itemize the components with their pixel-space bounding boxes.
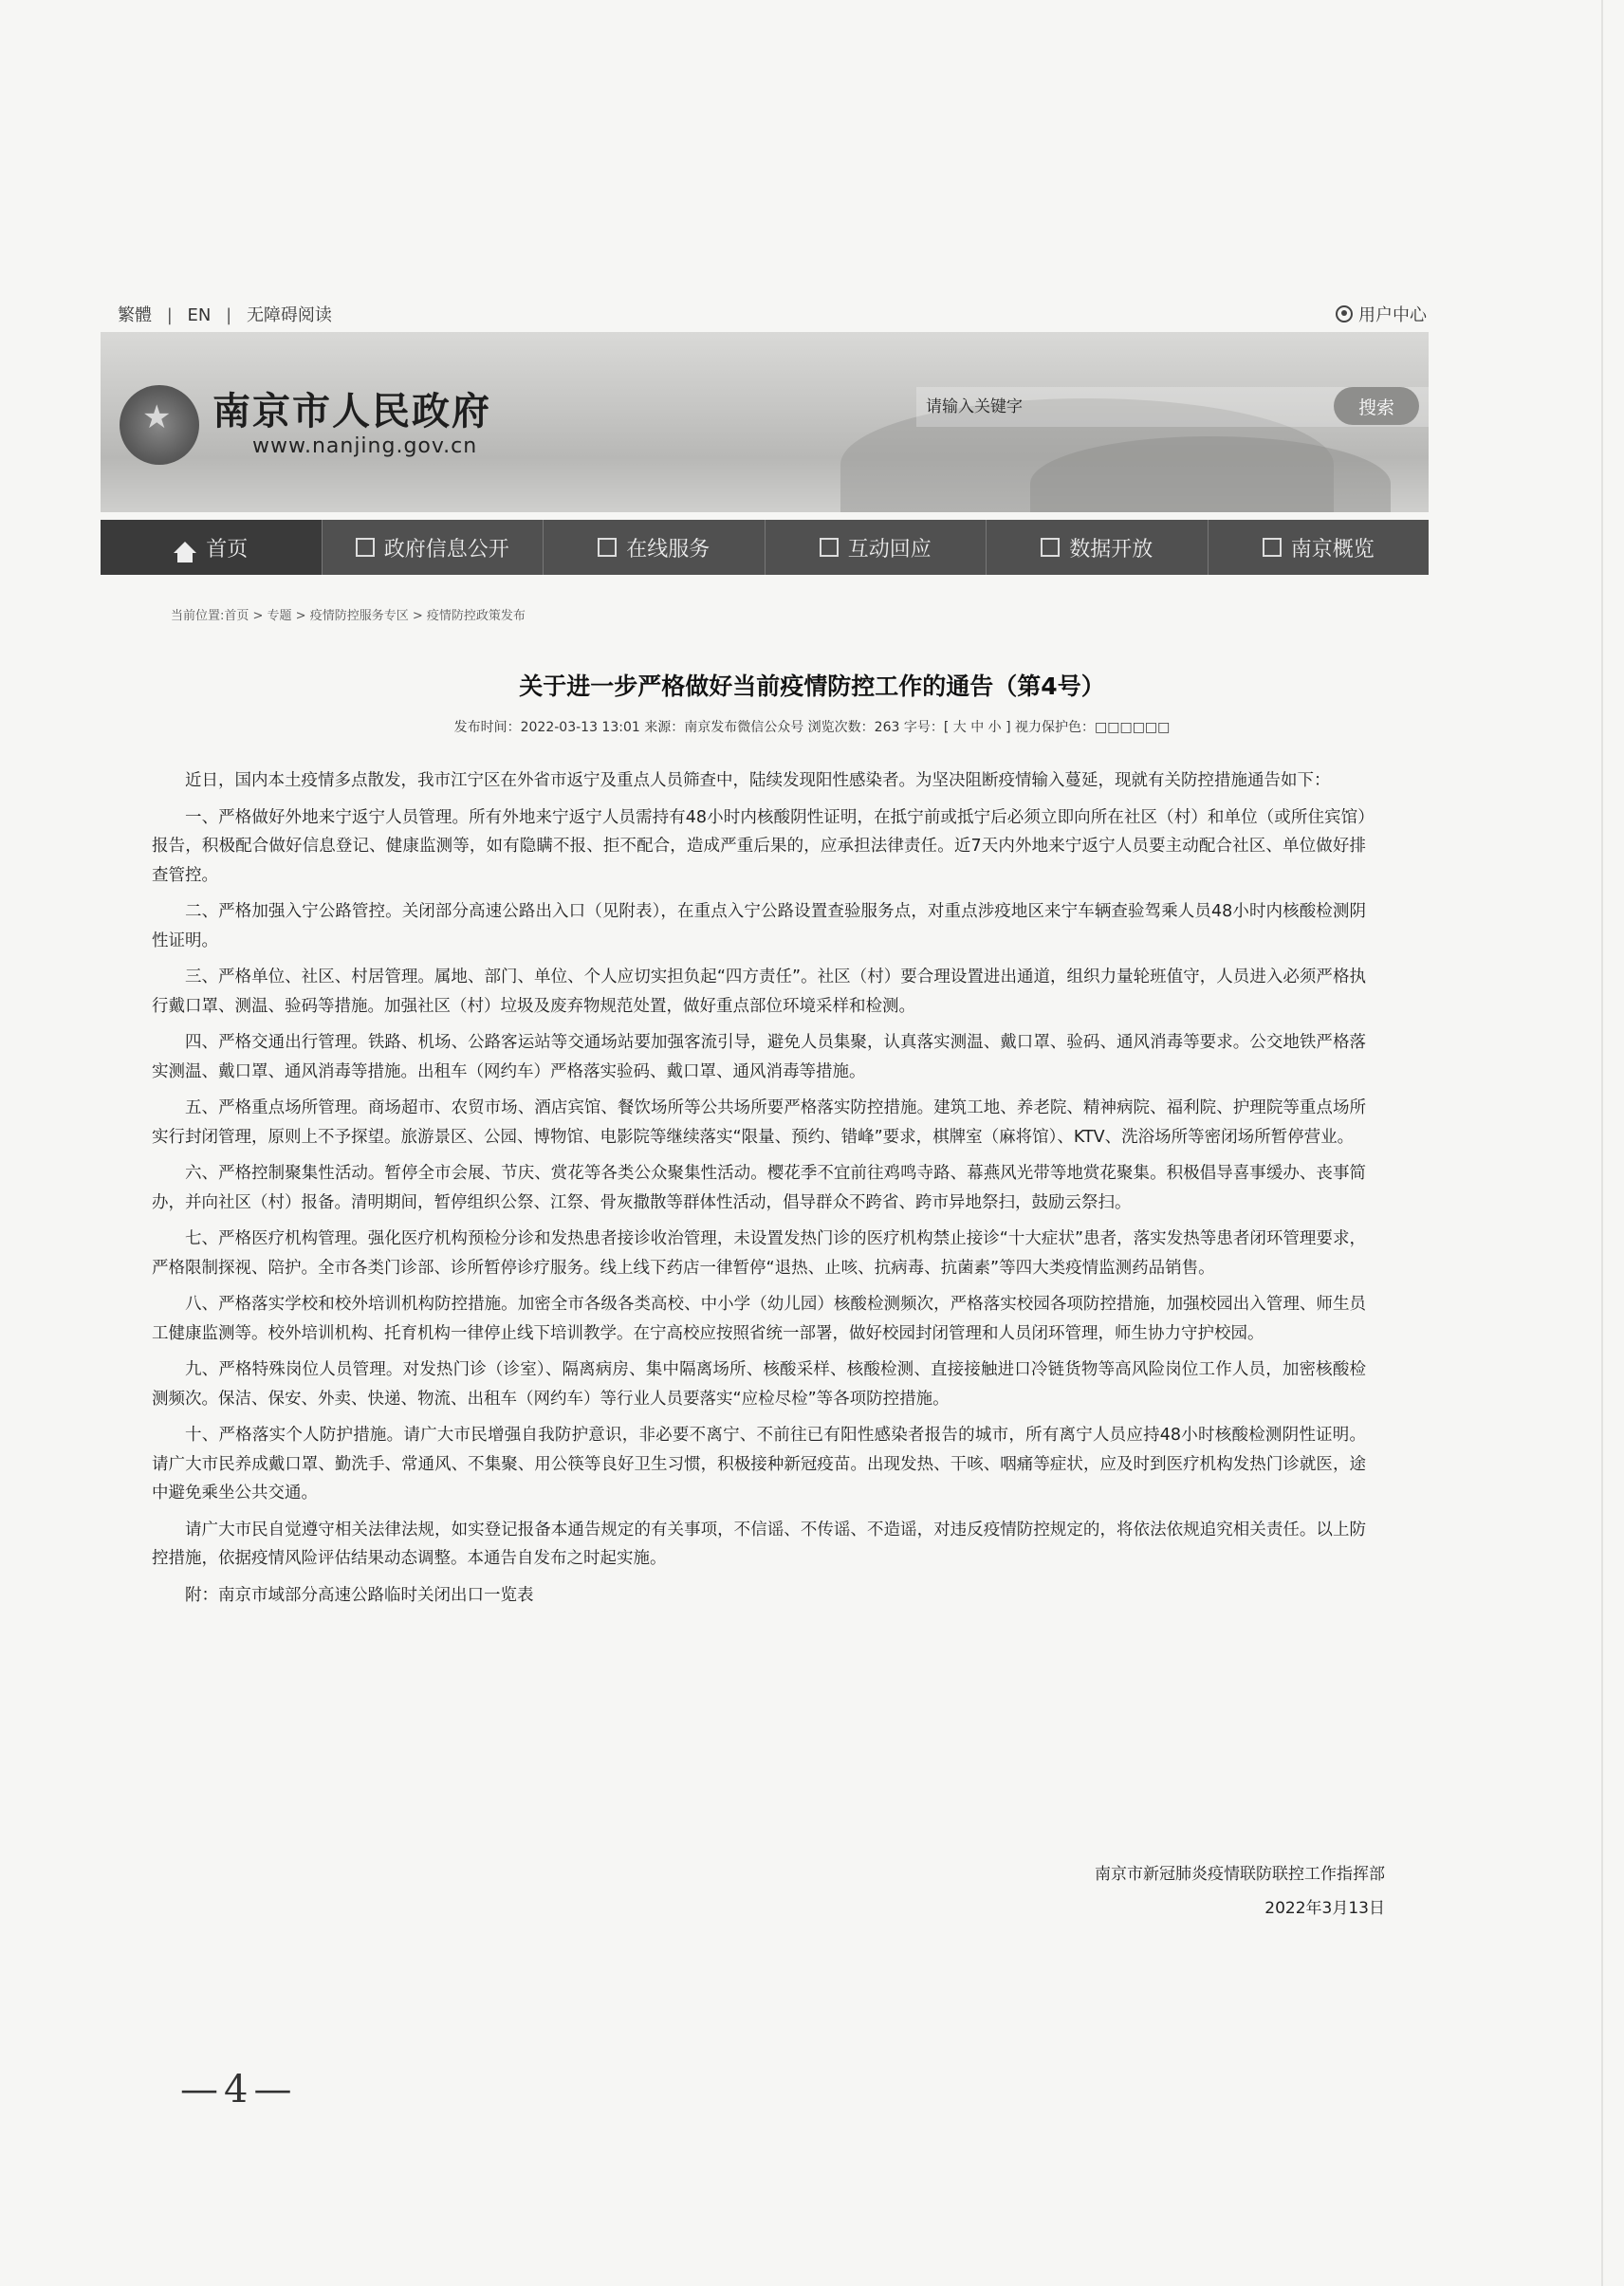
english-link[interactable]: EN [187, 305, 212, 325]
article-title: 关于进一步严格做好当前疫情防控工作的通告（第4号） [519, 673, 1105, 700]
main-nav [101, 520, 1429, 575]
nav-item-overview[interactable] [1209, 520, 1430, 575]
article-paragraph: 近日，国内本土疫情多点散发，我市江宁区在外省市返宁及重点人员筛查中，陆续发现阳性感染者。为坚决阻断疫情输入蔓延，现就有关防控措施通告如下： [185, 771, 1331, 790]
chat-icon [820, 538, 839, 557]
article-meta: 发布时间：2022-03-13 13:01 来源：南京发布微信公众号 浏览次数：263 字号：[ 大 中 小 ] 视力保护色：□□□□□□ [453, 720, 1171, 735]
monitor-icon [1041, 538, 1060, 557]
building-icon [1263, 538, 1282, 557]
home-icon [174, 542, 196, 553]
breadcrumb[interactable]: 当前位置:首页 > 专题 > 疫情防控服务专区 > 疫情防控政策发布 [171, 609, 526, 623]
article-paragraph: 一、严格做好外地来宁返宁人员管理。所有外地来宁返宁人员需持有48小时内核酸阴性证明，在抵宁前或抵宁后必须立即向所在社区（村）和单位（或所住宾馆）报告，积极配合做好信息登记、健康监测等，如有隐瞒不报、拒不配合，造成严重后果的，应承担法律责任。近7天内外地来宁返宁人员要主动配合社区、单位做好排查管控。 [152, 807, 1366, 885]
nav-item-online-service[interactable] [544, 520, 766, 575]
page-edge [1601, 0, 1603, 2286]
article-paragraph: 七、严格医疗机构管理。强化医疗机构预检分诊和发热患者接诊收治管理，未设置发热门诊的医疗机构禁止接诊“十大症状”患者，落实发热等患者闭环管理要求，严格限制探视、陪护。全市各类门诊部、诊所暂停诊疗服务。线上线下药店一律暂停“退热、止咳、抗病毒、抗菌素”等四大类疫情监测药品销售。 [152, 1229, 1366, 1278]
nav-item-interaction[interactable] [766, 520, 987, 575]
thumbs-up-icon [598, 538, 617, 557]
separator: | [226, 305, 232, 325]
nav-item-home[interactable] [101, 520, 323, 575]
document-icon [356, 538, 375, 557]
user-icon [1336, 305, 1353, 323]
nav-item-label: 南京概览 [1290, 537, 1375, 562]
nav-item-label: 政府信息公开 [383, 537, 509, 562]
article-paragraph: 六、严格控制聚集性活动。暂停全市会展、节庆、赏花等各类公众聚集性活动。樱花季不宜前往鸡鸣寺路、幕燕风光带等地赏花聚集。积极倡导喜事缓办、丧事简办，并向社区（村）报备。清明期间，暂停组织公祭、江祭、骨灰撒散等群体性活动，倡导群众不跨省、跨市异地祭扫，鼓励云祭扫。 [152, 1164, 1366, 1212]
header-banner [101, 332, 1429, 512]
article-paragraph: 十、严格落实个人防护措施。请广大市民增强自我防护意识，非必要不离宁、不前往已有阳性感染者报告的城市，所有离宁人员应持48小时核酸检测阴性证明。请广大市民养成戴口罩、勤洗手、常通风、不集聚、用公筷等良好卫生习惯，积极接种新冠疫苗。出现发热、干咳、咽痛等症状，应及时到医疗机构发热门诊就医，途中避免乘坐公共交通。 [152, 1426, 1366, 1502]
article-paragraph: 请广大市民自觉遵守相关法律法规，如实登记报备本通告规定的有关事项，不信谣、不传谣、不造谣，对违反疫情防控规定的，将依法依规追究相关责任。以上防控措施，依据疫情风险评估结果动态调整。本通告自发布之时起实施。 [152, 1520, 1366, 1568]
nav-item-label: 互动回应 [847, 537, 932, 562]
nav-item-label: 首页 [206, 537, 249, 562]
signatory: 南京市新冠肺炎疫情联防联控工作指挥部 [1095, 1865, 1385, 1884]
article-paragraph: 五、严格重点场所管理。商场超市、农贸市场、酒店宾馆、餐饮场所等公共场所要严格落实防控措施。建筑工地、养老院、精神病院、福利院、护理院等重点场所实行封闭管理，原则上不予探望。旅游景区、公园、博物馆、电影院等继续落实“限量、预约、错峰”要求，棋牌室（麻将馆）、KTV、洗浴场所等密闭场所暂停营业。 [152, 1098, 1366, 1147]
page-number: —4— [180, 2068, 298, 2111]
article-paragraph: 三、严格单位、社区、村居管理。属地、部门、单位、个人应切实担负起“四方责任”。社区（村）要合理设置进出通道，组织力量轮班值守，人员进入必须严格执行戴口罩、测温、验码等措施。加强社区（村）垃圾及废弃物规范处置，做好重点部位环境采样和检测。 [152, 968, 1366, 1016]
nav-item-label: 数据开放 [1069, 537, 1153, 562]
signature-block [1095, 1857, 1385, 1926]
issue-date: 2022年3月13日 [1264, 1899, 1385, 1918]
article-paragraph: 九、严格特殊岗位人员管理。对发热门诊（诊室）、隔离病房、集中隔离场所、核酸采样、核酸检测、直接接触进口冷链货物等高风险岗位工作人员，加密核酸检测频次。保洁、保安、外卖、快递、物流、出租车（网约车）等行业人员要落实“应检尽检”等各项防控措施。 [152, 1360, 1366, 1409]
utility-bar [118, 296, 1427, 330]
site-url: www.nanjing.gov.cn [252, 434, 478, 458]
search-button[interactable]: 搜索 [1334, 387, 1419, 425]
traditional-chinese-link[interactable]: 繁體 [118, 305, 152, 325]
nav-item-gov-info[interactable] [323, 520, 544, 575]
nav-item-open-data[interactable] [987, 520, 1209, 575]
site-title[interactable]: 南京市人民政府 [212, 390, 491, 433]
article-body [152, 766, 1366, 1617]
user-center-link[interactable] [1336, 302, 1427, 326]
nav-item-label: 在线服务 [626, 537, 710, 562]
article-paragraph: 八、严格落实学校和校外培训机构防控措施。加密全市各级各类高校、中小学（幼儿园）核酸检测频次，严格落实校园各项防控措施，加强校园出入管理、师生员工健康监测等。校外培训机构、托育机构一律停止线下培训教学。在宁高校应按照省统一部署，做好校园封闭管理和人员闭环管理，师生协力守护校园。 [152, 1295, 1366, 1343]
article-paragraph: 二、严格加强入宁公路管控。关闭部分高速公路出入口（见附表），在重点入宁公路设置查验服务点，对重点涉疫地区来宁车辆查验驾乘人员48小时内核酸检测阴性证明。 [152, 902, 1366, 950]
separator: | [166, 305, 173, 325]
user-center-label: 用户中心 [1358, 305, 1427, 325]
attachment-link[interactable]: 附：南京市域部分高速公路临时关闭出口一览表 [185, 1585, 534, 1605]
national-emblem-icon [120, 385, 199, 465]
article-paragraph: 四、严格交通出行管理。铁路、机场、公路客运站等交通场站要加强客流引导，避免人员集聚，认真落实测温、戴口罩、验码、通风消毒等要求。公交地铁严格落实测温、戴口罩、通风消毒等措施。出租车（网约车）严格落实验码、戴口罩、通风消毒等措施。 [152, 1033, 1366, 1081]
accessible-reading-link[interactable]: 无障碍阅读 [246, 305, 332, 325]
